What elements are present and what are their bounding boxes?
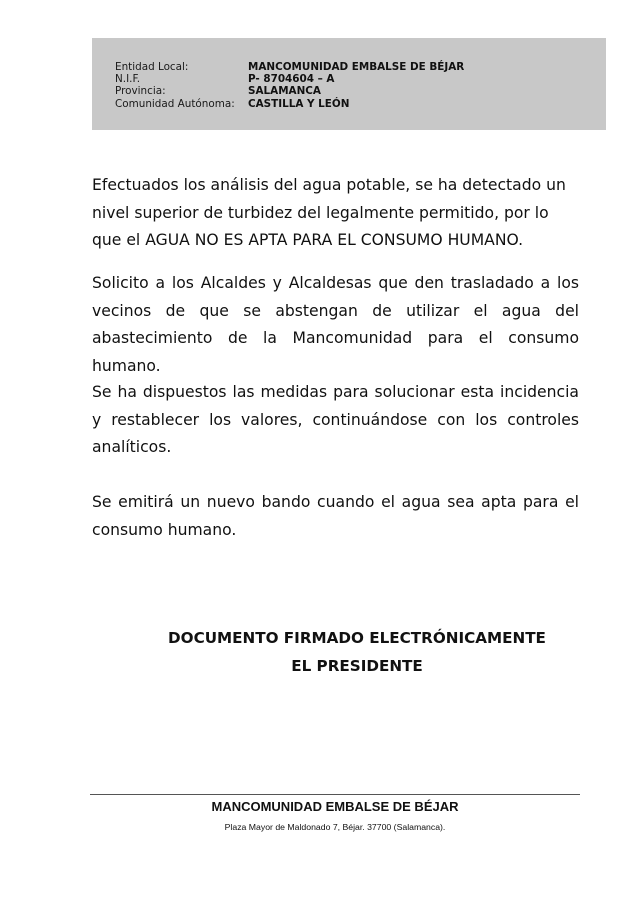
paragraph-measures: Se ha dispuestos las medidas para solucionar esta incidencia y restablecer los valores, continuándose con los controles analíticos. [92, 383, 579, 457]
paragraph-water-analysis: Efectuados los análisis del agua potable, se ha detectado un nivel superior de turbidez del legalmente permitido, por lo que el AGUA NO ES APTA PARA EL CONSUMO HUMANO. [92, 176, 566, 250]
province-value: SALAMANCA [248, 85, 321, 98]
signature-president-line: EL PRESIDENTE [291, 657, 423, 675]
region-label: Comunidad Autónoma: [115, 97, 235, 110]
footer-divider [90, 794, 580, 795]
signature-electronic-line: DOCUMENTO FIRMADO ELECTRÓNICAMENTE [168, 629, 546, 647]
province-row [115, 85, 464, 97]
entity-value: MANCOMUNIDAD EMBALSE DE BÉJAR [248, 61, 465, 73]
footer-address: Plaza Mayor de Maldonado 7, Béjar. 37700 (Salamanca). [224, 822, 446, 832]
nif-value: P- 8704604 – A [248, 73, 335, 86]
entity-info-grid [115, 61, 464, 110]
region-row [115, 98, 464, 110]
nif-row [115, 73, 464, 85]
entity-label: Entidad Local: [115, 61, 189, 73]
region-value: CASTILLA Y LEÓN [248, 97, 350, 110]
footer-title: MANCOMUNIDAD EMBALSE DE BÉJAR [211, 799, 459, 814]
paragraph-new-notice: Se emitirá un nuevo bando cuando el agua sea apta para el consumo humano. [92, 493, 579, 539]
province-label: Provincia: [115, 85, 166, 98]
entity-row [115, 61, 464, 73]
paragraph-request-mayors: Solicito a los Alcaldes y Alcaldesas que den trasladado a los vecinos de que se abstengan de utilizar el agua del abastecimiento de la Mancomunidad para el consumo humano. [92, 274, 579, 375]
nif-label: N.I.F. [115, 73, 141, 86]
entity-header-box [92, 38, 606, 130]
